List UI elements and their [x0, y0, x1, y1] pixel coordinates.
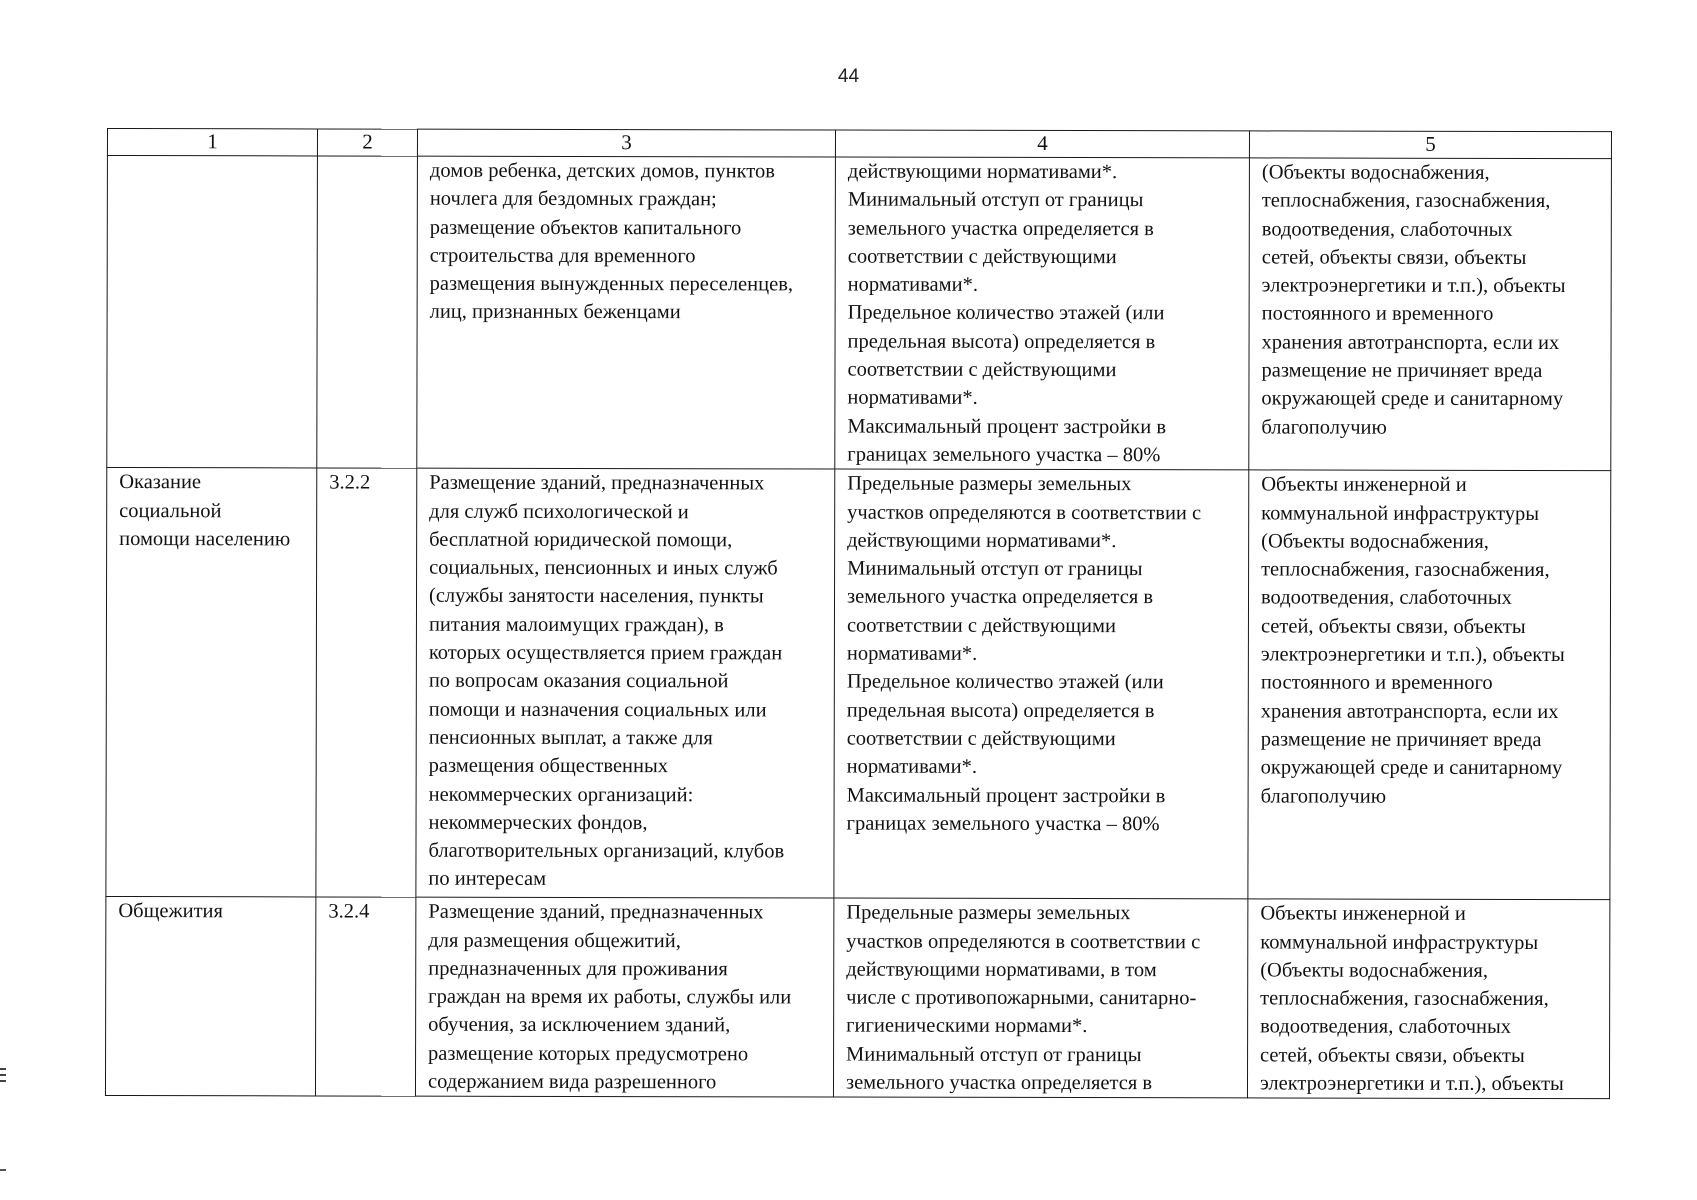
construction-parameters: Предельные размеры земельных участков определяются в соответствии с действующими нормативами*. Минимальный отступ от границы земельного участка определяется в соответствии с действующими нормативами*. Предельное количество этажей (или предельная высота) определяется в соответствии с действующими нормативами*. Максимальный процент застройки в границах земельного участка – 80% — [846, 472, 1202, 836]
column-number-3: 3 — [417, 129, 835, 157]
scan-edge-mark — [0, 1169, 6, 1171]
auxiliary-uses-cell — [1249, 158, 1612, 471]
use-description-cell — [415, 897, 833, 1097]
table-row — [107, 156, 1612, 471]
use-type-name: Оказание социальной помощи населению — [119, 471, 291, 551]
use-type-code-cell — [316, 468, 417, 897]
construction-parameters-cell — [833, 898, 1247, 1098]
table-row — [106, 468, 1611, 900]
construction-parameters: Предельные размеры земельных участков определяются в соответствии с действующими нормативами, в том числе с противопожарными, санитарно- гигиеническими нормами*. Минимальный отступ от границы земельного участка определяется в — [845, 901, 1201, 1095]
land-use-table — [105, 128, 1612, 1099]
use-description: домов ребенка, детских домов, пунктов ночлега для бездомных граждан; размещение объектов капитального строительства для временного размещения вынужденных переселенцев, лиц, признанных беженцами — [429, 159, 794, 324]
auxiliary-uses-cell — [1247, 899, 1609, 1099]
construction-parameters: действующими нормативами*. Минимальный отступ от границы земельного участка определяется в соответствии с действующими нормативами*. Предельное количество этажей (или предельная высота) определяется в соответствии с действующими нормативами*. Максимальный процент застройки в границах земельного участка – 80% — [847, 160, 1167, 467]
use-type-name-cell — [107, 156, 318, 469]
column-number-1: 1 — [107, 129, 317, 156]
use-description-cell — [417, 156, 836, 469]
scan-edge-marks — [0, 1068, 6, 1094]
use-type-code-cell — [317, 156, 418, 468]
use-type-code: 3.2.2 — [329, 471, 371, 494]
auxiliary-uses: Объекты инженерной и коммунальной инфраструктуры (Объекты водоснабжения, теплоснабжения, газоснабжения, водоотведения, слаботочных сетей, объекты связи, объекты электроэнергетики и т.п.), объекты — [1259, 902, 1564, 1096]
page-number: 44 — [837, 66, 860, 87]
auxiliary-uses: (Объекты водоснабжения, теплоснабжения, газоснабжения, водоотведения, слаботочных сетей, объекты связи, объекты электроэнергетики и т.п.), объекты постоянного и временного хранения автотранспорта, если их размещение не причиняет вреда окружающей среде и санитарному благополучию — [1261, 161, 1566, 439]
construction-parameters-cell — [834, 469, 1249, 899]
column-number-5: 5 — [1249, 131, 1611, 159]
use-type-name: Общежития — [118, 900, 224, 923]
use-type-code: 3.2.4 — [328, 900, 370, 923]
use-type-code-cell — [315, 897, 415, 1096]
auxiliary-uses-cell — [1248, 470, 1611, 900]
use-description: Размещение зданий, предназначенных для размещения общежитий, предназначенных для проживания граждан на время их работы, службы или обучения, за исключением зданий, размещение которых предусмотрено содержанием вида разрешенного — [427, 900, 792, 1094]
use-type-name-cell — [106, 468, 317, 897]
use-description: Размещение зданий, предназначенных для служб психологической и бесплатной юридической помощи, социальных, пенсионных и иных служб (службы занятости населения, пункты питания малоимущих граждан), в которых осуществляется прием граждан по вопросам оказания социальной помощи и назначения социальных или пенсионных выплат, а также для размещения общественных некоммерческих организаций: некоммерческих фондов, благотворительных организаций, клубов по интересам — [428, 471, 785, 891]
column-number-4: 4 — [835, 130, 1249, 158]
use-type-name-cell — [105, 897, 315, 1097]
use-description-cell — [416, 468, 835, 898]
auxiliary-uses: Объекты инженерной и коммунальной инфраструктуры (Объекты водоснабжения, теплоснабжения, газоснабжения, водоотведения, слаботочных сетей, объекты связи, объекты электроэнергетики и т.п.), объекты постоянного и временного хранения автотранспорта, если их размещение не причиняет вреда окружающей среде и санитарному благополучию — [1260, 473, 1565, 808]
construction-parameters-cell — [835, 157, 1250, 470]
column-number-header-row — [107, 129, 1611, 159]
table-row — [105, 897, 1609, 1099]
column-number-2: 2 — [317, 129, 417, 156]
